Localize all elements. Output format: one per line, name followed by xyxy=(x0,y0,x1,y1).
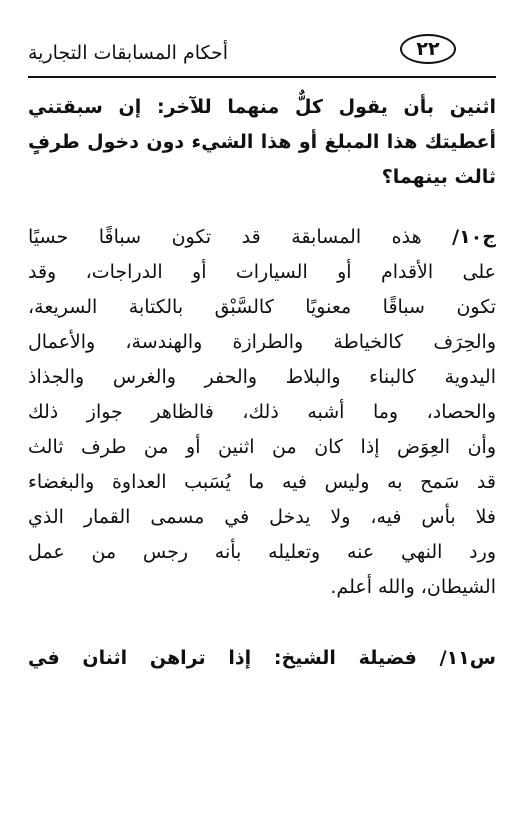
question-paragraph xyxy=(28,641,496,676)
text-line-with-label xyxy=(28,641,496,676)
text-line: الشيطان، والله أعلم. xyxy=(330,576,496,598)
text-line: فلا بأس فيه، ولا يدخل في مسمى القمار الذي xyxy=(28,506,496,528)
text-segment: هذه المسابقة قد تكون سباقًا حسيًا xyxy=(28,226,422,248)
text-line: ورد النهي عنه وتعليله بأنه رجس من عمل xyxy=(28,541,496,563)
text-segment: فضيلة الشيخ: إذا تراهن اثنان في xyxy=(28,647,417,669)
text-line: على الأقدام أو السيارات أو الدراجات، وقد xyxy=(28,261,496,283)
page-header xyxy=(28,34,496,74)
text-line: اليدوية كالبناء والبلاط والحفر والغرس والجذاذ xyxy=(28,366,496,388)
page-number: ٢٢ xyxy=(400,34,456,64)
text-line: تكون سباقًا معنويًا كالسَّبْق بالكتابة السريعة، xyxy=(28,296,496,318)
answer-paragraph xyxy=(28,220,496,605)
text-line: ثالث بينهما؟ xyxy=(381,166,496,188)
text-line: والحصاد، وما أشبه ذلك، فالظاهر جواز ذلك xyxy=(28,401,496,423)
answer-label: ج١٠/ xyxy=(452,226,496,248)
text-line-with-label xyxy=(28,220,496,255)
text-line: اثنين بأن يقول كلٌّ منهما للآخر: إن سبقتني xyxy=(28,96,496,118)
text-line: وأن العِوَض إذا كان من اثنين أو من طرف ثالث xyxy=(28,436,496,458)
text-line: والحِرَف كالخياطة والطرازة والهندسة، والأعمال xyxy=(28,331,496,353)
header-divider xyxy=(28,76,496,78)
text-line: أعطيتك هذا المبلغ أو هذا الشيء دون دخول طرفٍ xyxy=(28,131,496,153)
question-continuation xyxy=(28,90,496,195)
text-line: قد سَمح به وليس فيه ما يُسَبب العداوة والبغضاء xyxy=(28,471,496,493)
question-label: س١١/ xyxy=(439,647,496,669)
running-title: أحكام المسابقات التجارية xyxy=(28,42,229,64)
